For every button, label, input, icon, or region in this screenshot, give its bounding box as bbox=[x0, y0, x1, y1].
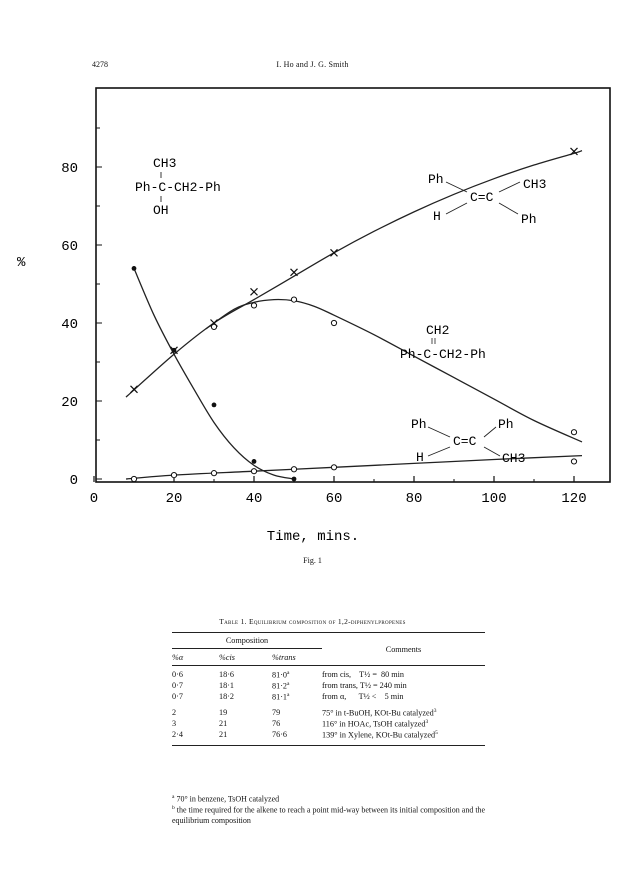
y-tick-label: 20 bbox=[61, 395, 78, 411]
alcohol-line-3: OH bbox=[153, 203, 169, 218]
cis-sub-c: H bbox=[416, 450, 424, 465]
terminal-alkene-structure bbox=[400, 323, 486, 362]
cell-comment: 75° in t-BuOH, KOt-Bu catalyzed$^3$ bbox=[322, 707, 437, 718]
x-tick-label: 120 bbox=[561, 491, 587, 507]
cell-alpha: 2 bbox=[172, 708, 177, 717]
cell-alpha: 0·6 bbox=[172, 670, 183, 679]
data-point-cross bbox=[291, 269, 298, 276]
table-row bbox=[172, 729, 485, 740]
alcohol-line-2: Ph-C-CH2-Ph bbox=[135, 180, 221, 195]
data-point-cross bbox=[331, 249, 338, 256]
cell-alpha: 0·7 bbox=[172, 692, 183, 701]
cell-cis: 18·2 bbox=[219, 692, 235, 701]
trans-sub-a: Ph bbox=[428, 172, 444, 187]
data-point-cross bbox=[131, 386, 138, 393]
terminal-main: Ph-C-CH2-Ph bbox=[400, 347, 486, 362]
page-number: 4278 bbox=[92, 60, 108, 69]
data-point-open bbox=[331, 320, 336, 325]
x-tick-label: 80 bbox=[405, 491, 423, 507]
cell-trans: $81\cdot 2^a$ bbox=[272, 680, 290, 691]
table-row bbox=[172, 691, 485, 702]
x-tick-label: 20 bbox=[165, 491, 183, 507]
col-cis-header: %cis bbox=[219, 652, 235, 662]
data-point-filled bbox=[292, 477, 297, 482]
trans-alkene-structure bbox=[428, 172, 546, 227]
data-point-open bbox=[291, 467, 296, 472]
running-head: I. Ho and J. G. Smith bbox=[276, 60, 349, 69]
cell-trans: 79 bbox=[272, 708, 281, 717]
table-row bbox=[172, 680, 485, 691]
data-point-filled bbox=[212, 403, 217, 408]
cell-comment: from cis, T½ = 80 min bbox=[322, 670, 405, 679]
cell-cis: 18·1 bbox=[219, 681, 235, 690]
cis-alkene-structure bbox=[411, 417, 525, 466]
cell-alpha: 2·4 bbox=[172, 730, 183, 739]
data-point-open bbox=[211, 471, 216, 476]
x-tick-label: 40 bbox=[245, 491, 263, 507]
chart-axes bbox=[94, 88, 610, 482]
table-row bbox=[172, 707, 485, 718]
table-title: Table 1. Equilibrium composition of 1,2-diphenylpropenes bbox=[219, 617, 406, 626]
data-point-open bbox=[331, 465, 336, 470]
x-tick-label: 0 bbox=[89, 491, 99, 507]
data-point-open bbox=[291, 297, 296, 302]
cell-comment: 139° in Xylene, KOt-Bu catalyzed$^5$ bbox=[322, 729, 438, 740]
cell-comment: from α, T½ < 5 min bbox=[322, 692, 404, 701]
data-point-open bbox=[211, 324, 216, 329]
x-tick-label: 100 bbox=[481, 491, 507, 507]
plot-frame bbox=[96, 88, 610, 482]
trans-sub-b: CH3 bbox=[523, 177, 547, 192]
equilibrium-table bbox=[172, 632, 485, 746]
data-point-open bbox=[571, 430, 576, 435]
x-axis-label: Time, mins. bbox=[266, 529, 360, 545]
cell-cis: 21 bbox=[219, 730, 228, 739]
cell-trans: $81\cdot 0^a$ bbox=[272, 669, 290, 680]
y-axis-label: % bbox=[17, 255, 26, 271]
alcohol-structure bbox=[135, 156, 221, 218]
cell-alpha: 0·7 bbox=[172, 681, 183, 690]
data-point-cross bbox=[251, 288, 258, 295]
col-trans-header: %trans bbox=[272, 652, 296, 662]
x-tick-label: 60 bbox=[325, 491, 343, 507]
cell-comment: 116° in HOAc, TsOH catalyzed$^3$ bbox=[322, 718, 429, 729]
data-point-open bbox=[171, 473, 176, 478]
cell-cis: 18·6 bbox=[219, 670, 235, 679]
data-point-open bbox=[131, 476, 136, 481]
data-point-open bbox=[571, 459, 576, 464]
composition-header: Composition bbox=[172, 633, 322, 649]
cis-sub-b: Ph bbox=[498, 417, 514, 432]
cell-cis: 19 bbox=[219, 708, 228, 717]
cell-cis: 21 bbox=[219, 719, 228, 728]
cis-center: C=C bbox=[453, 434, 477, 449]
table-row bbox=[172, 718, 485, 729]
cis-sub-a: Ph bbox=[411, 417, 427, 432]
y-tick-label: 80 bbox=[61, 161, 78, 177]
data-point-open bbox=[251, 303, 256, 308]
data-point-filled bbox=[172, 348, 177, 353]
y-tick-label: 0 bbox=[69, 473, 78, 489]
comments-header: Comments bbox=[385, 644, 422, 654]
y-tick-label: 60 bbox=[61, 239, 78, 255]
trans-sub-c: H bbox=[433, 209, 441, 224]
cell-trans: 76 bbox=[272, 719, 281, 728]
y-tick-label: 40 bbox=[61, 317, 78, 333]
data-point-filled bbox=[252, 459, 257, 464]
cell-alpha: 3 bbox=[172, 719, 177, 728]
figure-caption: Fig. 1 bbox=[303, 556, 322, 565]
data-point-filled bbox=[132, 266, 137, 271]
trans-sub-d: Ph bbox=[521, 212, 537, 227]
cell-trans: $81\cdot 1^a$ bbox=[272, 691, 290, 702]
col-alpha-header: %α bbox=[172, 652, 184, 662]
alcohol-line-1: CH3 bbox=[153, 156, 177, 171]
cis-sub-d: CH3 bbox=[502, 451, 526, 466]
series-line-1 bbox=[206, 300, 582, 442]
table-row bbox=[172, 669, 485, 680]
trans-center: C=C bbox=[470, 190, 494, 205]
data-point-open bbox=[251, 469, 256, 474]
footnote-b: $^b$ the time required for the alkene to reach a point mid-way between its initial composition and the equilibrium composition bbox=[172, 805, 486, 825]
footnote-a: $^a$ 70° in benzene, TsOH catalyzed bbox=[172, 794, 280, 804]
terminal-top: CH2 bbox=[426, 323, 450, 338]
cell-comment: from trans, T½ = 240 min bbox=[322, 681, 407, 690]
cell-trans: 76·6 bbox=[272, 730, 288, 739]
